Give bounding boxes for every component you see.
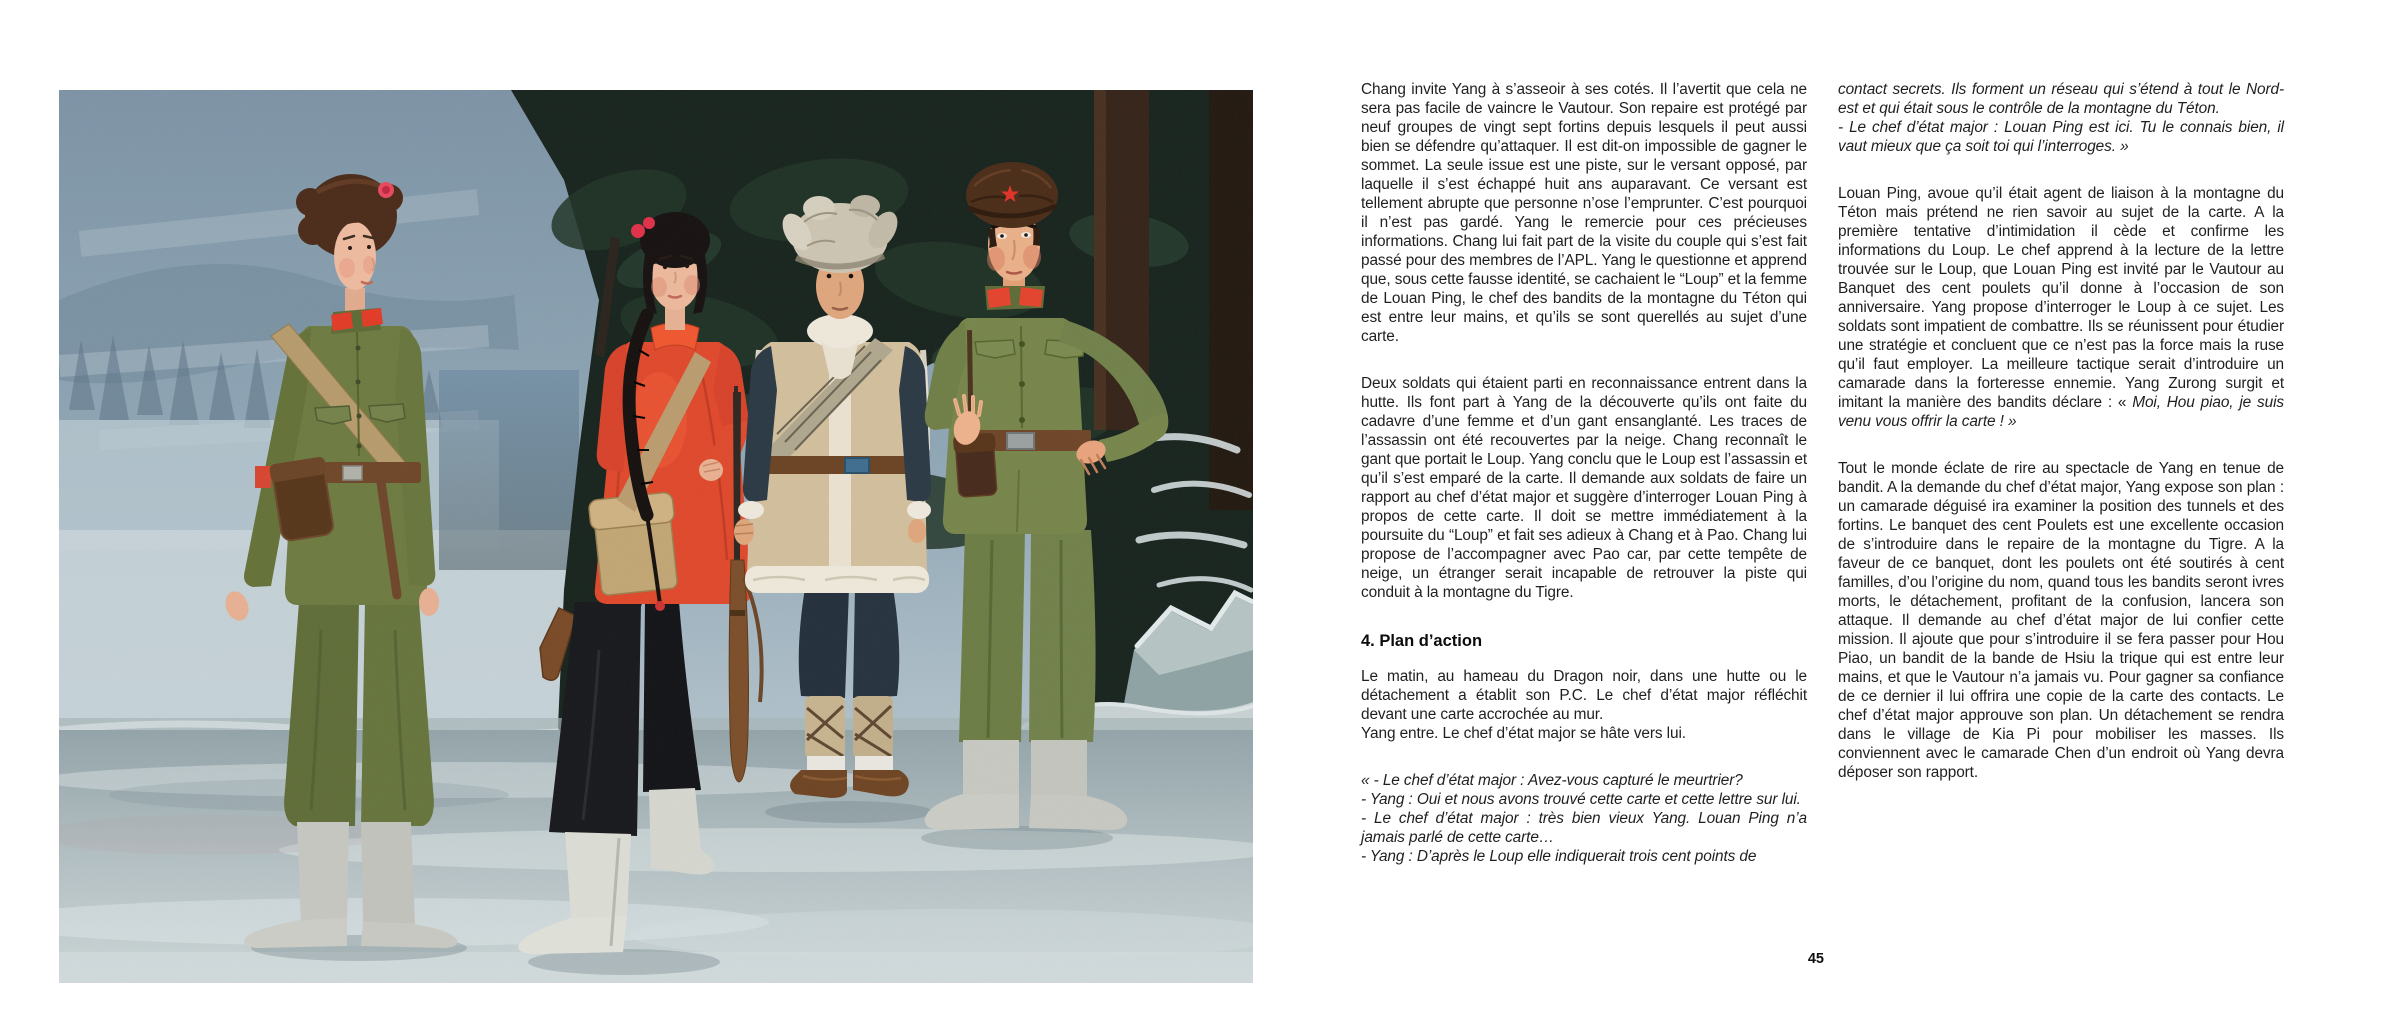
text-run: - Le chef d’état major : Louan Ping est ici. Tu le connais bien, il vaut mieux que ça soit toi qui l’interroges. »: [1838, 119, 2284, 155]
paragraph: [1361, 847, 1807, 866]
text-run: contact secrets. Ils forment un réseau qui s’étend à tout le Nord-est et qui était sous le contrôle de la montagne du Téton.: [1838, 81, 2284, 117]
text-run: « - Le chef d’état major : Avez-vous capturé le meurtrier?: [1361, 772, 1743, 789]
paragraph: [1361, 809, 1807, 847]
paragraph: [1361, 80, 1807, 346]
text-run: Tout le monde éclate de rire au spectacle de Yang en tenue de bandit. A la demande du chef d’état major, Yang expose son plan : un camarade déguisé ira examiner la position des tunnels et des fortins. Le banquet des cent Poulets est une excellente occasion de s’introduire dans le repaire de la montagne du Tigre. A la faveur de ce banquet, dont les poulets ont été soutirés à cent familles, d’ou l’origine du nom, quand tous les bandits seront ivres morts, le détachement, profitant de la confusion, lancera son attaque. Il demande au chef d’état major de lui confier cette mission. Il ajoute que pour s’introduire il se fera passer pour Hou Piao, un bandit de la bande de Hsiu la trique qui est entre leur mains, et que le Vautour n’a jamais vu. Pour gagner sa confiance de ce dernier il lui offrira une copie de la carte des contacts. Le chef d’état major approuve son plan. Un détachement se rendra dans le village de Kia Pi pour mobiliser les masses. Ils conviennent avec le camarade Chen d’un endroit où Yang devra déposer son rapport.: [1838, 460, 2284, 781]
text-run: - Yang : Oui et nous avons trouvé cette carte et cette lettre sur lui.: [1361, 791, 1801, 808]
photo-grain: [59, 90, 1253, 983]
text-run: Deux soldats qui étaient parti en reconnaissance entrent dans la hutte. Ils font part à Yang de la découverte qu’ils ont faite du cadavre d’une femme et d’un gant ensanglanté. Les traces de l’assassin ont été recouvertes par la neige. Chang reconnaît le gant que portait le Loup. Yang conclu que le Loup est l’assassin et qu’il s’est emparé de la carte. Il demande aux soldats de faire un rapport au chef d’état major et suggère d’interroger Louan Ping à propos de cette carte. Il doit se mettre immédiatement à la poursuite du “Loup” et fait ses adieux à Chang et à Pao. Chang lui propose de l’accompagner avec Pao car, par cette tempête de neige, un étranger serait incapable de retrouver la piste qui conduit à la montagne du Tigre.: [1361, 375, 1807, 601]
paragraph: [1838, 459, 2284, 782]
text-run: Louan Ping, avoue qu’il était agent de liaison à la montagne du Téton mais prétend ne rien savoir au sujet de la carte. A la première tentative d’intimidation il cède et confirme les informations du Loup. Le chef apprend à la lecture de la lettre trouvée sur le Loup, que Louan Ping est invité par le Vautour au Banquet des cent poulets qu’il donne à l’occasion de son anniversaire. Yang propose d’interroger le Loup à ce sujet. Les soldats sont impatient de combattre. Ils se réunissent pour étudier une stratégie et concluent que ce n’est pas la force mais la ruse qu’il faut employer. La meilleure tactique serait d’introduire un camarade dans la forteresse ennemie. Yang Zurong surgit et imitant la manière des bandits déclare : «: [1838, 185, 2284, 411]
paragraph: [1361, 771, 1807, 790]
paragraph: [1838, 184, 2284, 431]
page-number: 45: [1807, 951, 1824, 967]
paragraph: [1361, 790, 1807, 809]
text-run: Chang invite Yang à s’asseoir à ses cotés. Il l’avertit que cela ne sera pas facile de vaincre le Vautour. Son repaire est protégé par neuf groupes de vingt sept fortins depuis lesquels il peut aussi bien se défendre qu’attaquer. Il est dit-on impossible de gagner le sommet. La seule issue est une piste, sur le versant opposé, par laquelle il s’est échappé huit ans auparavant. Ce versant est tellement abrupte que personne n’ose l’emprunter. C’est pourquoi il n’est pas gardé. Yang le remercie pour ces précieuses informations. Chang lui fait part de la visite du couple qui s’est fait passé pour des membres de l’APL. Yang le questionne et apprend que, sous cette fausse identité, se cachaient le “Loup” et la femme de Louan Ping, le chef des bandits de la montagne du Téton qui est entre leur mains, et qu’ils se sont querellés au sujet d’une carte.: [1361, 81, 1807, 345]
text-run: - Yang : D’après le Loup elle indiquerait trois cent points de: [1361, 848, 1757, 865]
text-run: 4. Plan d’action: [1361, 632, 1483, 650]
text-run: Le matin, au hameau du Dragon noir, dans une hutte ou le détachement a établit son P.C. Le chef d’état major réfléchit devant une carte accrochée au mur.: [1361, 668, 1807, 723]
photo-illustration: [59, 90, 1253, 983]
paragraph: [1361, 374, 1807, 602]
paragraph: [1361, 724, 1807, 743]
text-run: Yang entre. Le chef d’état major se hâte vers lui.: [1361, 725, 1686, 742]
paragraph: [1838, 80, 2284, 118]
text-column-1: [1361, 80, 1807, 866]
text-column-2: [1838, 80, 2284, 782]
text-run: - Le chef d’état major : très bien vieux Yang. Louan Ping n’a jamais parlé de cette carte…: [1361, 810, 1807, 846]
paragraph: [1361, 667, 1807, 724]
text-run: Moi, Hou piao, je suis venu vous offrir la carte ! »: [1838, 394, 2284, 430]
photo-opera-stage: [59, 90, 1253, 983]
paragraph: [1838, 118, 2284, 156]
section-heading: [1361, 632, 1807, 651]
